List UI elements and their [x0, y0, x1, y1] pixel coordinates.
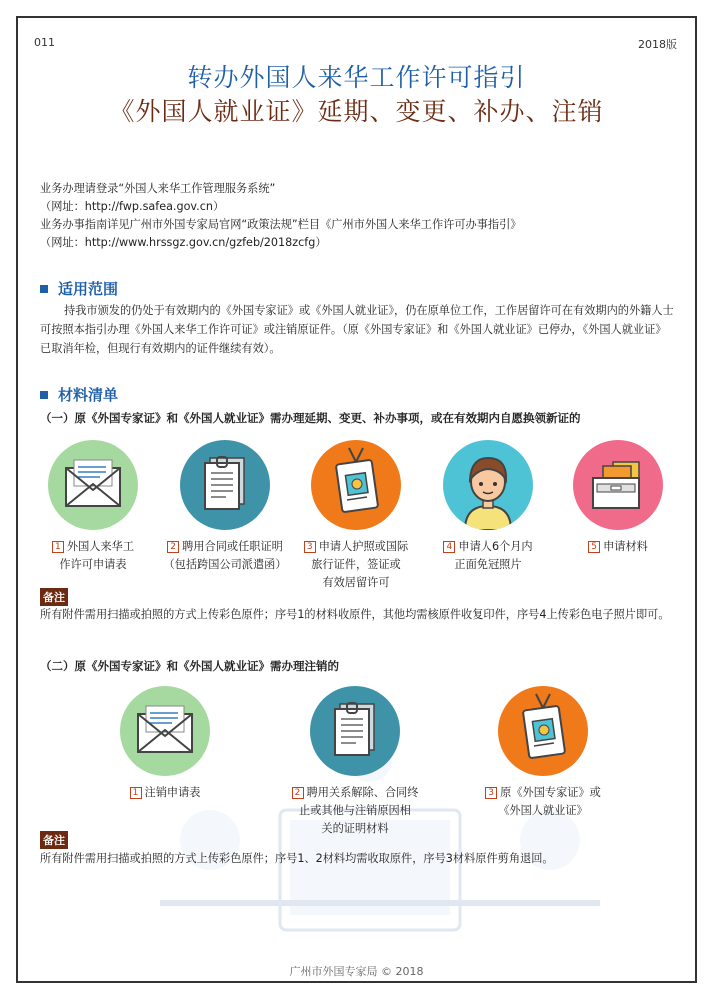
- document-icon: [180, 440, 270, 530]
- envelope-icon: [120, 686, 210, 776]
- bullet-square-icon: [40, 285, 48, 293]
- material-caption: 4 申请人6个月内 正面免冠照片: [423, 538, 553, 574]
- bullet-square-icon: [40, 391, 48, 399]
- person-photo-icon: [443, 440, 533, 530]
- scope-heading: 适用范围: [40, 278, 118, 299]
- intro-line-url-2: （网址：http://www.hrssgz.gov.cn/gzfeb/2018zcfg）: [40, 236, 327, 249]
- envelope-icon: [48, 440, 138, 530]
- material-item: [270, 686, 440, 838]
- page-title: 转办外国人来华工作许可指引: [187, 63, 526, 92]
- material-item: [423, 440, 553, 574]
- intro-block: [40, 180, 521, 252]
- note-text: 所有附件需用扫描或拍照的方式上传彩色原件；序号1的材料收原件，其他均需核原件收复印件，序号4上传彩色电子照片即可。: [40, 608, 670, 621]
- material-caption: 3 申请人护照或国际 旅行证件，签证或 有效居留许可: [291, 538, 421, 592]
- material-item: [291, 440, 421, 592]
- material-item: [146, 440, 304, 574]
- materials-heading: 材料清单: [40, 384, 118, 405]
- edition-label: 2018版: [638, 38, 677, 51]
- part2-heading: （二）原《外国专家证》和《外国人就业证》需办理注销的: [40, 659, 339, 673]
- material-item: [553, 440, 683, 556]
- page-subtitle: 《外国人就业证》延期、变更、补办、注销: [109, 97, 604, 126]
- intro-line-system: 业务办理请登录“外国人来华工作管理服务系统”: [40, 182, 276, 195]
- scope-text: 持我市颁发的仍处于有效期内的《外国专家证》或《外国人就业证》，仍在原单位工作，工作居留许可在有效期内的外籍人士可按照本指引办理《外国人来华工作许可证》或注销原证件。（原《外国专家证》和《外国人就业证》已停办，《外国人就业证》已取消年检，但现行有效期内的证件继续有效）。: [40, 304, 674, 355]
- note-label: 备注: [40, 588, 68, 606]
- part1-heading: （一）原《外国专家证》和《外国人就业证》需办理延期、变更、补办事项，或在有效期内自愿换领新证的: [40, 411, 581, 425]
- material-caption: 3 原《外国专家证》或 《外国人就业证》: [468, 784, 618, 820]
- material-caption: 2 聘用关系解除、合同终 止或其他与注销原因相 关的证明材料: [270, 784, 440, 838]
- id-badge-icon: [498, 686, 588, 776]
- intro-line-url-1: （网址：http://fwp.safea.gov.cn）: [40, 200, 225, 213]
- id-badge-icon: [311, 440, 401, 530]
- document-code: 011: [34, 36, 55, 49]
- material-caption: 1 外国人来华工 作许可申请表: [28, 538, 158, 574]
- material-item: [100, 686, 230, 802]
- material-item: [28, 440, 158, 574]
- intro-line-guide: 业务办事指南详见广州市外国专家局官网“政策法规”栏目《广州市外国人来华工作许可办事指引》: [40, 218, 522, 231]
- folders-icon: [573, 440, 663, 530]
- document-icon: [310, 686, 400, 776]
- note-label: 备注: [40, 831, 68, 849]
- material-caption: 1 注销申请表: [100, 784, 230, 802]
- material-item: [468, 686, 618, 820]
- note-text: 所有附件需用扫描或拍照的方式上传彩色原件；序号1、2材料均需收取原件，序号3材料原件剪角退回。: [40, 852, 554, 865]
- footer-text: 广州市外国专家局 © 2018: [289, 965, 424, 978]
- material-caption: 5 申请材料: [553, 538, 683, 556]
- material-caption: 2 聘用合同或任职证明 （包括跨国公司派遣函）: [163, 540, 287, 571]
